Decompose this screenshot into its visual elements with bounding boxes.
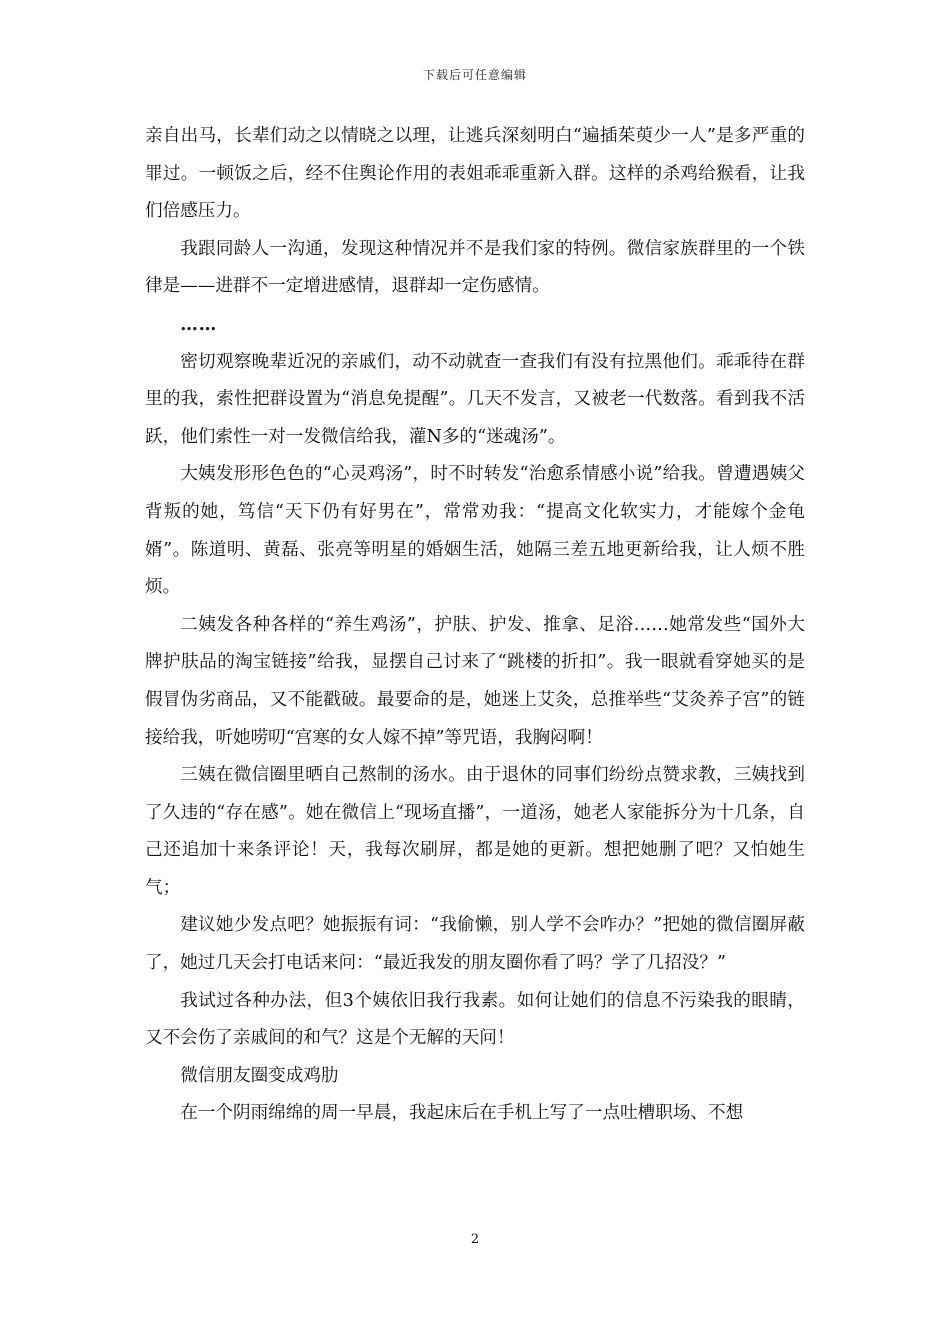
- paragraph-ellipsis: ……: [180, 313, 218, 335]
- document-body: [145, 118, 805, 1133]
- paragraph-rainy-monday: 在一个阴雨绵绵的周一早晨，我起床后在手机上写了一点吐槽职场、不想: [180, 1103, 744, 1124]
- paragraph-continuation: 亲自出马，长辈们动之以情晓之以理，让逃兵深刻明白“遍插茱萸少一人”是多严重的罪过。一顿饭之后，经不住舆论作用的表姐乖乖重新入群。这样的杀鸡给猴看，让我们倍感压力。: [145, 126, 805, 222]
- section-heading: 微信朋友圈变成鸡肋: [180, 1065, 339, 1086]
- paragraph-tried-methods: 我试过各种办法，但3个姨依旧我行我素。如何让她们的信息不污染我的眼睛，又不会伤了亲戚间的和气？这是个无解的天问！: [145, 990, 805, 1049]
- paragraph-peer-discussion: 我跟同龄人一沟通，发现这种情况并不是我们家的特例。微信家族群里的一个铁律是——进群不一定增进感情，退群却一定伤感情。: [145, 238, 805, 297]
- page-number: 2: [470, 1232, 480, 1247]
- paragraph-eldest-aunt: 大姨发形形色色的“心灵鸡汤”，时不时转发“治愈系情感小说”给我。曾遭遇姨父背叛的她，笃信“天下仍有好男在”，常常劝我：“提高文化软实力，才能嫁个金龟婿”。陈道明、黄磊、张亮等明星的婚姻生活，她隔三差五地更新给我，让人烦不胜烦。: [145, 464, 805, 598]
- paragraph-second-aunt: 二姨发各种各样的“养生鸡汤”，护肤、护发、推拿、足浴……她常发些“国外大牌护肤品的淘宝链接”给我，显摆自己讨来了“跳楼的折扣”。我一眼就看穿她买的是假冒伪劣商品，又不能戳破。最要命的是，她迷上艾灸，总推举些“艾灸养子宫”的链接给我，听她唠叨“宫寒的女人嫁不掉”等咒语，我胸闷啊！: [145, 614, 805, 748]
- paragraph-third-aunt: 三姨在微信圈里晒自己熬制的汤水。由于退休的同事们纷纷点赞求教，三姨找到了久违的“存在感”。她在微信上“现场直播”，一道汤，她老人家能拆分为十几条，自己还追加十来条评论！天，我每次刷屏，都是她的更新。想把她删了吧？又怕她生气；: [145, 765, 805, 898]
- page-header: 下载后可任意编辑: [422, 68, 527, 82]
- paragraph-relatives-watching: 密切观察晚辈近况的亲戚们，动不动就查一查我们有没有拉黑他们。乖乖待在群里的我，索性把群设置为“消息免提醒”。几天不发言，又被老一代数落。看到我不活跃，他们索性一对一发微信给我，灌N多的“迷魂汤”。: [145, 351, 805, 447]
- paragraph-suggestion: 建议她少发点吧？她振振有词：“我偷懒，别人学不会咋办？”把她的微信圈屏蔽了，她过几天会打电话来问：“最近我发的朋友圈你看了吗？学了几招没？”: [145, 915, 805, 974]
